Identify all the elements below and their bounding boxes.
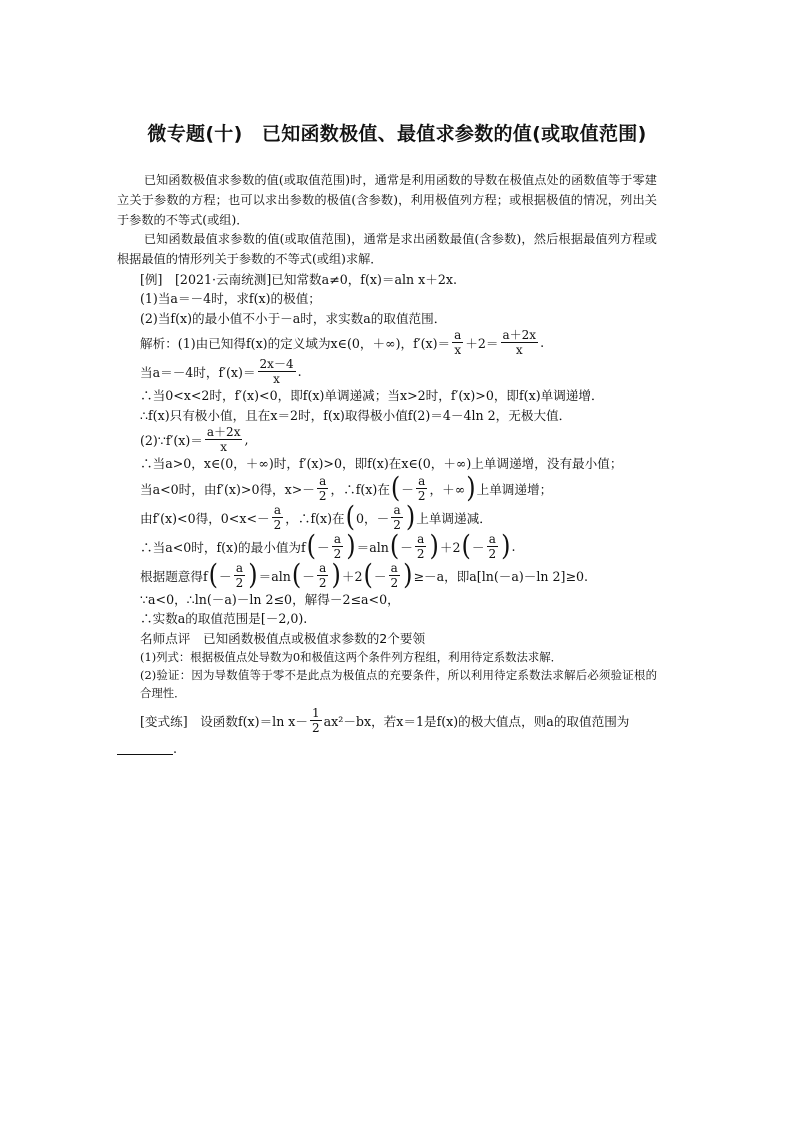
comment-point-1: (1)列式：根据极值点处导数为0和极值这两个条件列方程组，利用待定系数法求解． [140,650,563,665]
solution-line-5: (2)∵f′(x)＝ $\frac{a+2x}{x}$ , [140,425,249,455]
fraction: $\frac{a}{2}$ [390,560,399,590]
fraction: $\frac{a}{2}$ [417,473,426,503]
answer-blank[interactable] [117,742,173,755]
fraction: $\frac{1}{2}$ [312,706,320,736]
content-body [117,171,657,761]
solution-line-8: 由f′(x)<0得，0<x<－ $\frac{a}{2}$ ，∴f(x)在 ( 0，－ $\frac{a}{2}$ ) 上单调递减． [140,501,492,534]
example-head: [例] [2021·云南统测]已知常数a≠0，f(x)＝aln x＋2x. [140,271,457,287]
solution-line-1: 解析：(1)由已知得f(x)的定义域为x∈(0，＋∞)，f′(x)＝ $\frac{a}{x}$ ＋2＝ $\frac{a+2x}{x}$ . [140,328,545,358]
fraction: $\frac{a}{2}$ [235,560,244,590]
solution-line-9: ∴当a<0时，f(x)的最小值为f ( － $\frac{a}{2}$ ) ＝aln ( － $\frac{a}{2}$ ) ＋2 ( － $\frac{a}{2}$ ) . [140,530,516,563]
intro-section [117,171,657,270]
solution-line-6: ∴当a>0，x∈(0，＋∞)时，f′(x)>0，即f(x)在x∈(0，＋∞)上单调递增，没有最小值； [140,456,623,472]
page-title: 微专题(十) 已知函数极值、最值求参数的值(或取值范围) [147,123,647,145]
solution-line-3: ∴当0<x<2时，f′(x)<0，即f(x)单调递减；当x>2时，f′(x)>0，即f(x)单调递增． [140,388,604,404]
fraction: $\frac{a+2x}{x}$ [206,425,241,455]
example-question-2: (2)当f(x)的最小值不小于－a时，求实数a的取值范围． [140,310,447,326]
fraction: $\frac{a}{2}$ [333,531,342,561]
variant-exercise: [变式练] 设函数f(x)＝ln x－ $\frac{1}{2}$ ax²－bx，若x＝1是f(x)的极大值点，则a的取值范围为 [140,706,630,736]
fraction: $\frac{a+2x}{x}$ [502,328,537,358]
example-question-1: (1)当a＝－4时，求f(x)的极值； [140,291,321,307]
fraction: $\frac{a}{2}$ [318,560,327,590]
solution-line-11: ∵a<0，∴ln(－a)－ln 2≤0，解得－2≤a<0， [140,591,400,607]
intro-paragraph-1: 已知函数极值求参数的值(或取值范围)时，通常是利用函数的导数在极值点处的函数值等于零建立关于参数的方程；也可以求出参数的极值(含参数)，利用极值列方程；或根据极值的情况，列出关于参数的不等式(或组)． [117,173,657,227]
solution-line-12: ∴实数a的取值范围是[－2,0). [140,611,308,627]
solution-line-2: 当a＝－4时，f′(x)＝ $\frac{2x-4}{x}$ . [140,357,302,387]
fraction: $\frac{a}{2}$ [393,502,401,532]
answer-blank-line: . [117,735,657,761]
fraction: $\frac{a}{2}$ [416,531,425,561]
fraction: $\frac{a}{2}$ [318,473,327,503]
fraction: $\frac{a}{x}$ [454,328,462,358]
fraction: $\frac{a}{2}$ [273,502,282,532]
fraction: $\frac{a}{2}$ [488,531,497,561]
intro-paragraph-2: 已知函数最值求参数的值(或取值范围)，通常是求出函数最值(含参数)，然后根据最值列方程或根据最值的情形列关于参数的不等式(或组)求解． [117,232,657,267]
fraction: $\frac{2x-4}{x}$ [259,357,294,387]
comment-point-2: (2)验证：因为导数值等于零不是此点为极值点的充要条件，所以利用待定系数法求解后必须验证根的合理性． [140,668,657,701]
solution-line-4: ∴f(x)只有极小值，且在x＝2时，f(x)取得极小值f(2)＝4－4ln 2，无极大值． [140,407,572,423]
solution-line-10: 根据题意得f ( － $\frac{a}{2}$ ) ＝aln ( － $\frac{a}{2}$ ) ＋2 ( － $\frac{a}{2}$ ) ≥－a，即a[ln(－a)－ln 2]≥0. [140,559,589,592]
comment-head: 名师点评 已知函数极值点或极值求参数的2个要领 [140,630,426,646]
solution-line-7: 当a<0时，由f′(x)>0得，x>－ $\frac{a}{2}$ ，∴f(x)在 ( － $\frac{a}{2}$ ，＋∞ ) 上单调递增； [140,472,553,505]
